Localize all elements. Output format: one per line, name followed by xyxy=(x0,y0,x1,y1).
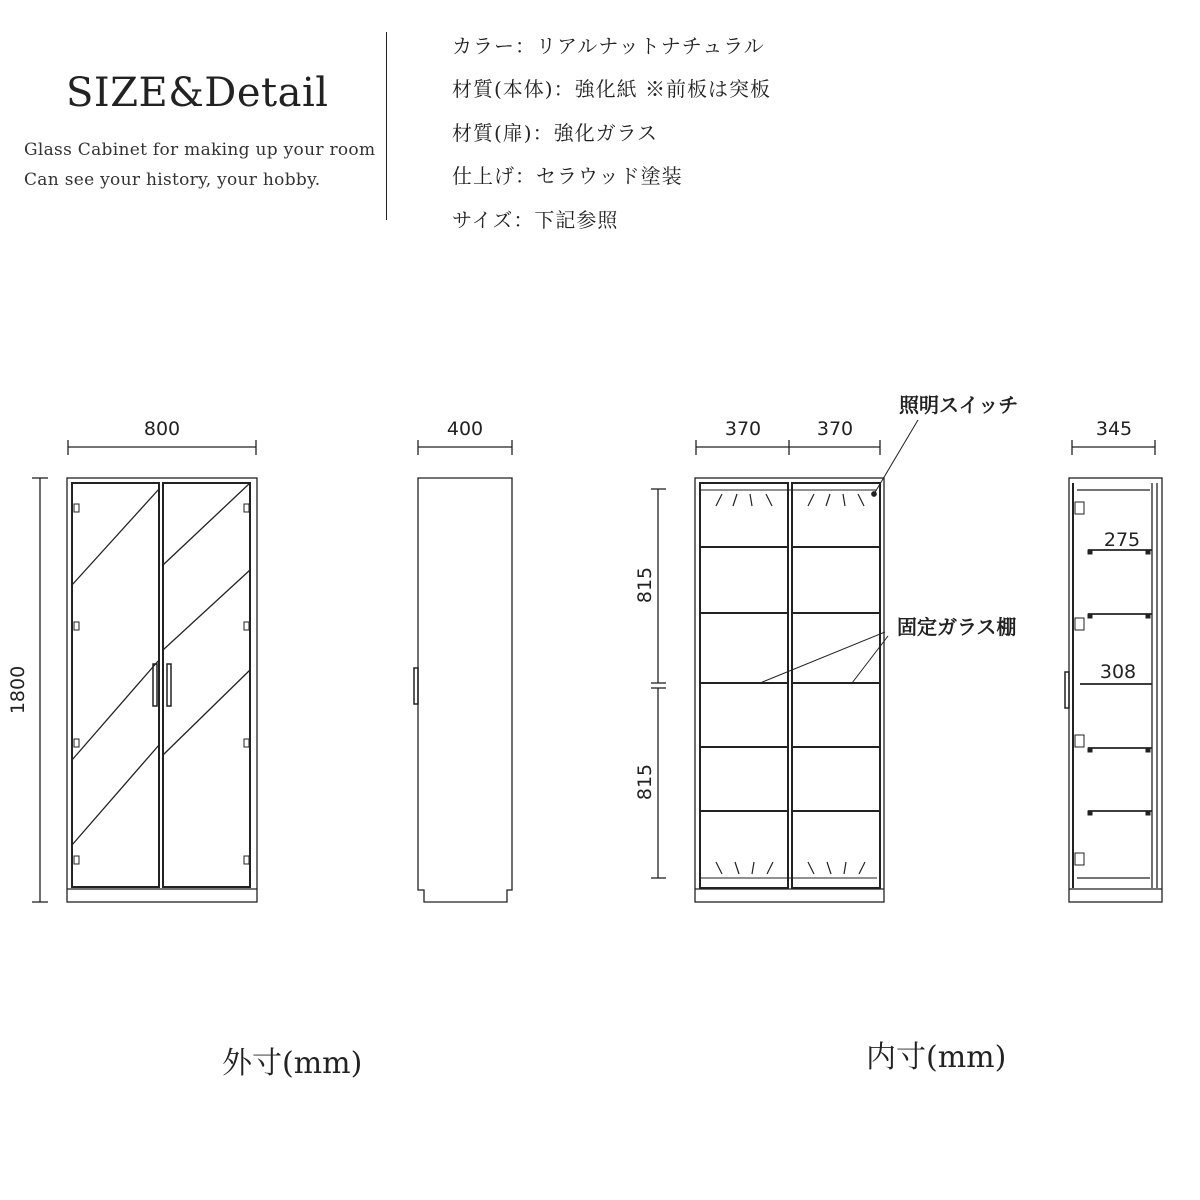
page-title: SIZE&Detail xyxy=(66,70,329,116)
spec-color: カラー：リアルナットナチュラル xyxy=(452,34,765,58)
fixed-glass-shelf-callout: 固定ガラス棚 xyxy=(897,615,1017,639)
outer-side-view xyxy=(414,418,512,902)
side-handle xyxy=(414,668,418,704)
outer-height-label: 1800 xyxy=(7,665,29,715)
inner-right-width-label: 370 xyxy=(816,418,854,440)
light-switch-callout: 照明スイッチ xyxy=(899,393,1019,417)
right-door-handle xyxy=(167,664,171,706)
inner-side-handle xyxy=(1065,672,1069,708)
subtitle-line-2: Can see your history, your hobby. xyxy=(24,170,321,190)
outer-caption: 外寸(mm) xyxy=(222,1046,363,1081)
outer-depth-label: 400 xyxy=(446,418,484,440)
spec-finish: 仕上げ：セラウッド塗装 xyxy=(452,164,683,188)
subtitle-line-1: Glass Cabinet for making up your room xyxy=(24,140,376,160)
inner-lower-height-label: 815 xyxy=(634,763,656,801)
shelf-depth-upper-label: 275 xyxy=(1103,529,1141,551)
inner-side-view xyxy=(1065,418,1162,902)
inner-left-width-label: 370 xyxy=(724,418,762,440)
spec-door-material: 材質(扉)：強化ガラス xyxy=(452,121,659,145)
outer-width-label: 800 xyxy=(143,418,181,440)
left-door-handle xyxy=(153,664,157,706)
shelf-depth-lower-label: 308 xyxy=(1099,661,1137,683)
outer-front-view xyxy=(7,418,257,902)
spec-body-material: 材質(本体)：強化紙 ※前板は突板 xyxy=(452,77,771,101)
inner-upper-height-label: 815 xyxy=(634,566,656,604)
inner-caption: 内寸(mm) xyxy=(866,1040,1007,1075)
inner-front-view xyxy=(634,393,1018,902)
spec-size: サイズ：下記参照 xyxy=(452,208,619,232)
inner-depth-label: 345 xyxy=(1095,418,1133,440)
